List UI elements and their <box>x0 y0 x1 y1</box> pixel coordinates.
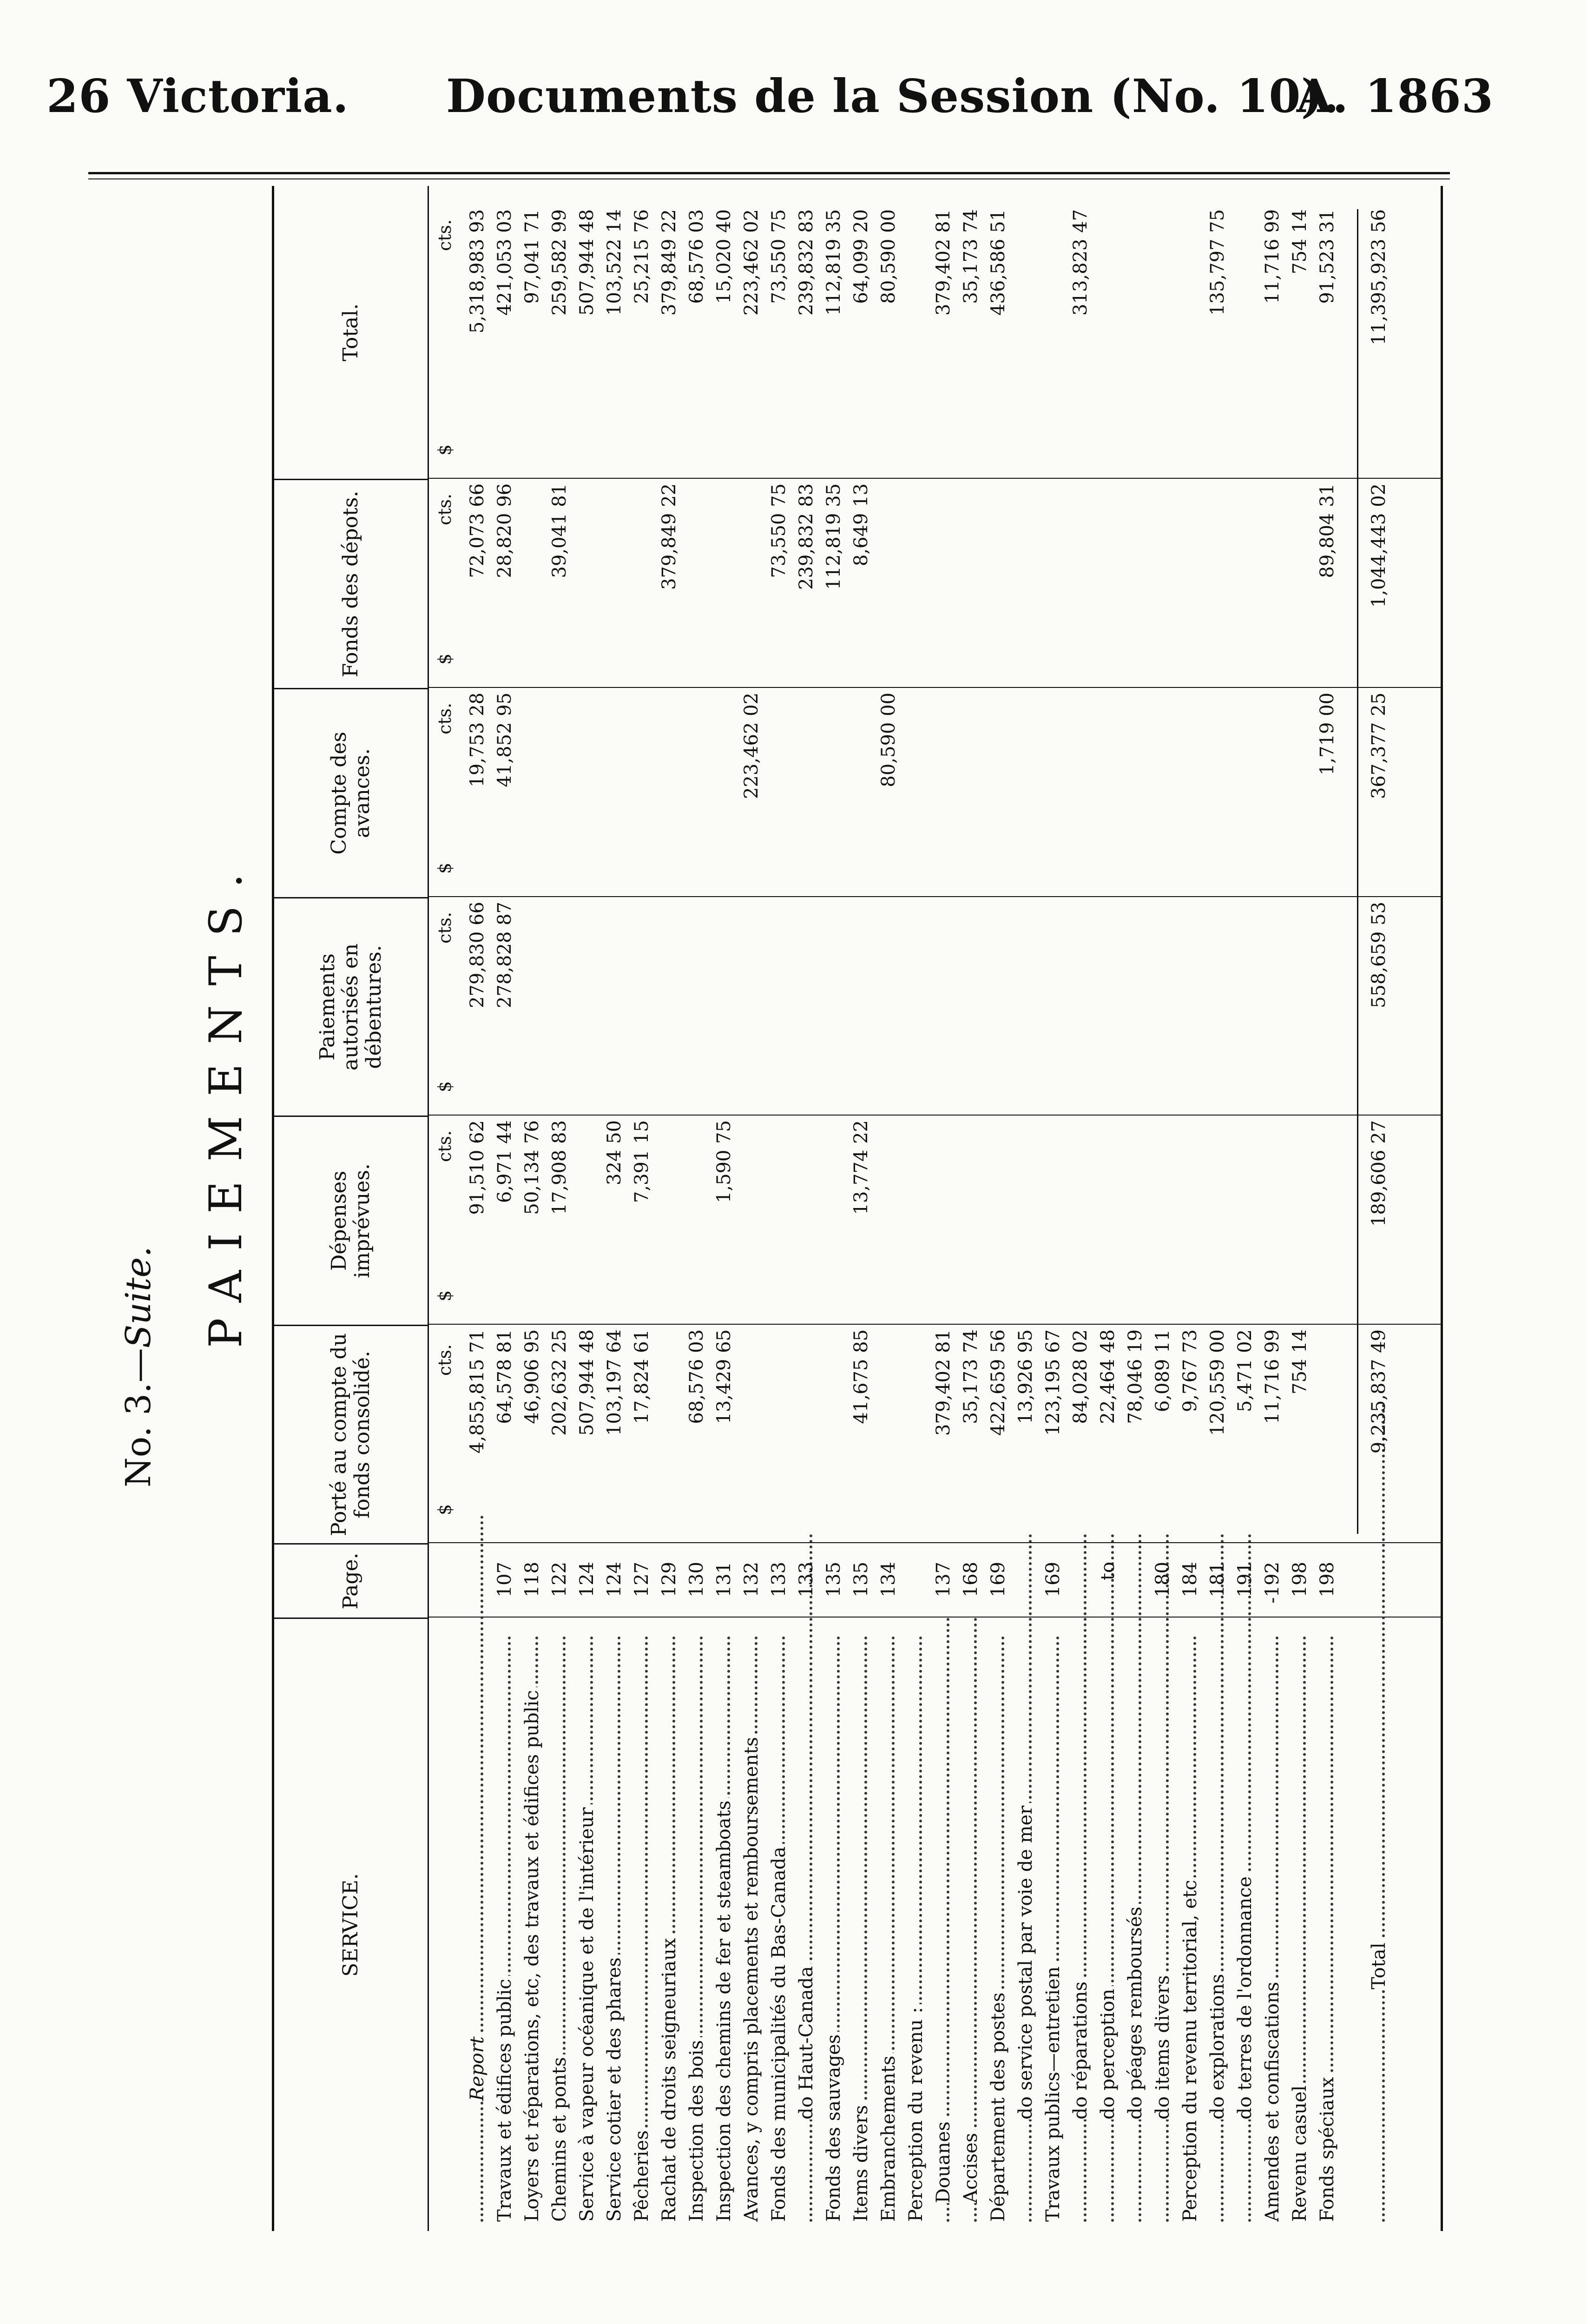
table-row <box>986 186 1011 2231</box>
service-cell: Chemins et ponts <box>547 1631 572 2222</box>
depots-cell: 73,550 75 <box>768 483 790 578</box>
page-cell: 118 <box>521 1562 543 1598</box>
col-header-service: SERVICE. <box>274 1618 428 2231</box>
payments-table <box>272 186 1443 2231</box>
service-cell: Douanes <box>931 1613 956 2222</box>
service-cell: Avances, y compris placements et remboursements <box>739 1631 764 2222</box>
page-cell: 124 <box>604 1562 625 1598</box>
unit-dollar: $ <box>435 1290 455 1301</box>
table-row <box>1205 186 1230 2231</box>
imprevues-cell: 1,590 75 <box>713 1120 735 1203</box>
avances-cell: 41,852 95 <box>494 693 515 787</box>
service-cell: Revenu casuel <box>1287 1631 1312 2222</box>
consolide-cell: 9,767 73 <box>1179 1329 1201 1413</box>
depots-cell: 72,073 66 <box>467 483 488 578</box>
service-cell: Accises <box>958 1613 983 2222</box>
consolide-cell: 123,195 67 <box>1042 1329 1064 1436</box>
imprevues-cell: 17,908 83 <box>549 1120 570 1215</box>
consolide-cell: 120,559 00 <box>1207 1329 1228 1436</box>
page-cell: 129 <box>659 1562 680 1598</box>
service-cell: Inspection des chemins de fer et steamboats <box>711 1631 737 2222</box>
table-row <box>1178 186 1203 2231</box>
header-divider <box>428 186 429 2231</box>
unit-cents: cts. <box>435 1344 455 1376</box>
service-cell: Service à vapeur océanique et de l'intérieur <box>574 1631 599 2222</box>
consolide-cell: 46,906 95 <box>521 1329 543 1424</box>
table-row <box>958 186 983 2231</box>
page-cell: 198 <box>1289 1562 1310 1598</box>
total-cell: 68,576 03 <box>686 209 707 304</box>
total-avances: 367,377 25 <box>1368 693 1389 799</box>
table-row <box>1232 186 1258 2231</box>
consolide-cell: 13,429 65 <box>713 1329 735 1424</box>
page-cell: 135 <box>850 1562 872 1598</box>
debentures-cell: 279,830 66 <box>467 902 488 1009</box>
total-cell: 313,823 47 <box>1070 209 1091 316</box>
service-cell: do perception <box>1095 1529 1120 2222</box>
page-cell: 191 <box>1234 1562 1256 1598</box>
consolide-cell: 64,578 81 <box>494 1329 515 1424</box>
table-row <box>711 186 737 2231</box>
consolide-cell: 68,576 03 <box>686 1329 707 1424</box>
page-cell: 180 <box>1152 1562 1173 1598</box>
page-cell: 168 <box>960 1562 981 1598</box>
service-cell: do items divers <box>1150 1529 1175 2222</box>
page-cell: 124 <box>576 1562 598 1598</box>
page-cell: 127 <box>631 1562 652 1598</box>
service-cell: Loyers et réparations, etc, des travaux et édifices public <box>520 1631 545 2222</box>
total-cell: 35,173 74 <box>960 209 981 304</box>
page-cell: to <box>1097 1562 1119 1581</box>
table-row <box>1315 186 1340 2231</box>
imprevues-cell: 7,391 15 <box>631 1120 652 1203</box>
service-cell: Inspection des bois <box>684 1631 709 2222</box>
imprevues-cell: 6,971 44 <box>494 1120 515 1203</box>
page-cell: 107 <box>494 1562 515 1598</box>
total-cell: 91,523 31 <box>1317 209 1338 304</box>
table-row <box>1150 186 1175 2231</box>
table-row <box>520 186 545 2231</box>
consolide-cell: 13,926 95 <box>1015 1329 1036 1424</box>
table-row <box>1260 186 1285 2231</box>
consolide-cell: 78,046 19 <box>1125 1329 1146 1424</box>
header-rule <box>88 172 1450 174</box>
table-row <box>547 186 572 2231</box>
page-cell: 133 <box>796 1562 817 1598</box>
table-row <box>1068 186 1093 2231</box>
service-cell: Rachat de droits seigneuriaux <box>657 1631 682 2222</box>
table-row <box>574 186 599 2231</box>
unit-dollar: $ <box>435 653 455 665</box>
table-row <box>1123 186 1148 2231</box>
table-row <box>629 186 654 2231</box>
consolide-cell: 6,089 11 <box>1152 1329 1173 1413</box>
page-cell: 134 <box>878 1562 899 1598</box>
col-header-debentures: Paiements autorisés en débentures. <box>274 897 428 1116</box>
service-cell: Perception du revenu territorial, etc <box>1178 1631 1203 2222</box>
page-cell: 169 <box>1042 1562 1064 1598</box>
consolide-cell: 17,824 61 <box>631 1329 652 1424</box>
table-row <box>465 186 490 2231</box>
service-cell: Département des postes <box>986 1631 1011 2222</box>
debentures-cell: 278,828 87 <box>494 902 515 1009</box>
total-cell: 73,550 75 <box>768 209 790 304</box>
col-header-consolide: Porté au compte du fonds consolidé. <box>274 1325 428 1543</box>
service-cell: Pêcheries <box>629 1631 654 2222</box>
page-cell: 130 <box>686 1562 707 1598</box>
consolide-cell: 84,028 02 <box>1070 1329 1091 1424</box>
table-row <box>657 186 682 2231</box>
total-consolide: 9,235,837 49 <box>1368 1329 1389 1454</box>
total-cell: 15,020 40 <box>713 209 735 304</box>
total-label: Total <box>1366 1399 1391 2222</box>
header-title: Documents de la Session (No. 10). <box>446 70 1340 123</box>
total-cell: 259,582 99 <box>549 209 570 316</box>
table-row <box>684 186 709 2231</box>
total-rule <box>1357 209 1358 1534</box>
total-cell: 135,797 75 <box>1207 209 1228 316</box>
total-cell: 239,832 83 <box>796 209 817 316</box>
page-cell: 122 <box>549 1562 570 1598</box>
table-row <box>1095 186 1120 2231</box>
depots-cell: 89,804 31 <box>1317 483 1338 578</box>
table-row <box>602 186 627 2231</box>
depots-cell: 39,041 81 <box>549 483 570 578</box>
page-cell: -192 <box>1262 1562 1283 1604</box>
service-cell: Report <box>465 1511 490 2222</box>
consolide-cell: 422,659 56 <box>988 1329 1009 1436</box>
table-row <box>492 186 517 2231</box>
service-cell: Perception du revenu : <box>903 1631 928 2222</box>
total-cell: 507,944 48 <box>576 209 598 316</box>
col-header-page: Page. <box>274 1543 428 1618</box>
imprevues-cell: 13,774 22 <box>850 1120 872 1215</box>
imprevues-cell: 324 50 <box>604 1120 625 1185</box>
col-header-total: Total. <box>339 303 362 362</box>
consolide-cell: 5,471 02 <box>1234 1329 1256 1413</box>
total-grand: 11,395,923 56 <box>1368 209 1389 345</box>
service-cell: do Haut-Canada <box>794 1529 819 2222</box>
table-row <box>766 186 791 2231</box>
consolide-cell: 22,464 48 <box>1097 1329 1119 1424</box>
table-number: No. 3.—Suite. <box>119 1246 158 1487</box>
page-cell: 132 <box>741 1562 762 1598</box>
col-header-depots: Fonds des dépots. <box>274 479 428 688</box>
page-cell: 181 <box>1207 1562 1228 1598</box>
total-cell: 112,819 35 <box>823 209 844 316</box>
unit-dollar: $ <box>435 1504 455 1515</box>
avances-cell: 80,590 00 <box>878 693 899 787</box>
table-row <box>1287 186 1312 2231</box>
total-cell: 97,041 71 <box>521 209 543 304</box>
consolide-cell: 379,402 81 <box>933 1329 954 1436</box>
page-cell: 137 <box>933 1562 954 1598</box>
unit-dollar: $ <box>435 1081 455 1092</box>
total-cell: 754 14 <box>1289 209 1310 274</box>
depots-cell: 239,832 83 <box>796 483 817 590</box>
consolide-cell: 4,855,815 71 <box>467 1329 488 1454</box>
unit-cents: cts. <box>435 911 455 944</box>
unit-cents: cts. <box>435 702 455 734</box>
header-volume: 26 Victoria. <box>46 70 349 123</box>
unit-cents: cts. <box>435 219 455 251</box>
avances-cell: 223,462 02 <box>741 693 762 799</box>
service-cell: do réparations <box>1068 1529 1093 2222</box>
header-rule-thin <box>88 178 1450 179</box>
table-row <box>1013 186 1038 2231</box>
depots-cell: 379,849 22 <box>659 483 680 590</box>
page-cell: 169 <box>988 1562 1009 1598</box>
consolide-cell: 11,716 99 <box>1262 1329 1283 1424</box>
service-cell: Amendes et confiscations <box>1260 1631 1285 2222</box>
service-cell: do péages remboursés <box>1123 1529 1148 2222</box>
total-cell: 64,099 20 <box>850 209 872 304</box>
service-cell: do terres de l'ordonnance <box>1232 1529 1258 2222</box>
table-row <box>903 186 928 2231</box>
col-header-imprevues: Dépenses imprévues. <box>274 1116 428 1325</box>
rotated-table-block <box>119 186 1448 2231</box>
total-cell: 5,318,983 93 <box>467 209 488 334</box>
total-depots: 1,044,443 02 <box>1368 483 1389 608</box>
depots-cell: 28,820 96 <box>494 483 515 578</box>
table-row <box>931 186 956 2231</box>
table-row <box>849 186 874 2231</box>
total-cell: 379,849 22 <box>659 209 680 316</box>
header-year: A. 1863 <box>1297 70 1494 123</box>
unit-cents: cts. <box>435 493 455 525</box>
service-cell: Travaux publics—entretien <box>1040 1631 1066 2222</box>
service-cell: Embranchements <box>876 1631 901 2222</box>
unit-dollar: $ <box>435 444 455 456</box>
page-cell: 135 <box>823 1562 844 1598</box>
service-cell: Travaux et édifices public <box>492 1631 517 2222</box>
service-cell: Fonds spéciaux <box>1315 1631 1340 2222</box>
total-cell: 421,053 03 <box>494 209 515 316</box>
consolide-cell: 202,632 25 <box>549 1329 570 1436</box>
service-cell: Fonds des sauvages <box>821 1631 846 2222</box>
page-cell: 184 <box>1179 1562 1201 1598</box>
service-cell: do explorations <box>1205 1529 1230 2222</box>
consolide-cell: 754 14 <box>1289 1329 1310 1394</box>
page-cell: 131 <box>713 1562 735 1598</box>
total-cell: 25,215 76 <box>631 209 652 304</box>
avances-cell: 19,753 28 <box>467 693 488 787</box>
imprevues-cell: 50,134 76 <box>521 1120 543 1215</box>
table-heading: PAIEMENTS. <box>200 854 252 1348</box>
service-cell: Fonds des municipalités du Bas-Canada <box>766 1631 791 2222</box>
page-cell: 133 <box>768 1562 790 1598</box>
imprevues-cell: 91,510 62 <box>467 1120 488 1215</box>
depots-cell: 112,819 35 <box>823 483 844 590</box>
service-cell: Items divers <box>849 1631 874 2222</box>
total-row <box>1366 186 1391 2231</box>
total-cell: 379,402 81 <box>933 209 954 316</box>
depots-cell: 8,649 13 <box>850 483 872 567</box>
consolide-cell: 35,173 74 <box>960 1329 981 1424</box>
total-debentures: 558,659 53 <box>1368 902 1389 1009</box>
col-header-avances: Compte des avances. <box>274 688 428 897</box>
unit-dollar: $ <box>435 862 455 874</box>
table-suite: Suite. <box>119 1246 158 1348</box>
service-cell: do service postal par voie de mer <box>1013 1529 1038 2222</box>
consolide-cell: 103,197 64 <box>604 1329 625 1436</box>
table-row <box>794 186 819 2231</box>
table-row <box>876 186 901 2231</box>
avances-cell: 1,719 00 <box>1317 693 1338 776</box>
total-cell: 103,522 14 <box>604 209 625 316</box>
total-cell: 436,586 51 <box>988 209 1009 316</box>
total-imprevues: 189,606 27 <box>1368 1120 1389 1227</box>
total-cell: 11,716 99 <box>1262 209 1283 304</box>
table-row <box>1040 186 1066 2231</box>
consolide-cell: 41,675 85 <box>850 1329 872 1424</box>
unit-cents: cts. <box>435 1130 455 1162</box>
total-cell: 223,462 02 <box>741 209 762 316</box>
table-row <box>739 186 764 2231</box>
total-cell: 80,590 00 <box>878 209 899 304</box>
table-row <box>821 186 846 2231</box>
consolide-cell: 507,944 48 <box>576 1329 598 1436</box>
service-cell: Service cotier et des phares <box>602 1631 627 2222</box>
page-cell: 198 <box>1317 1562 1338 1598</box>
